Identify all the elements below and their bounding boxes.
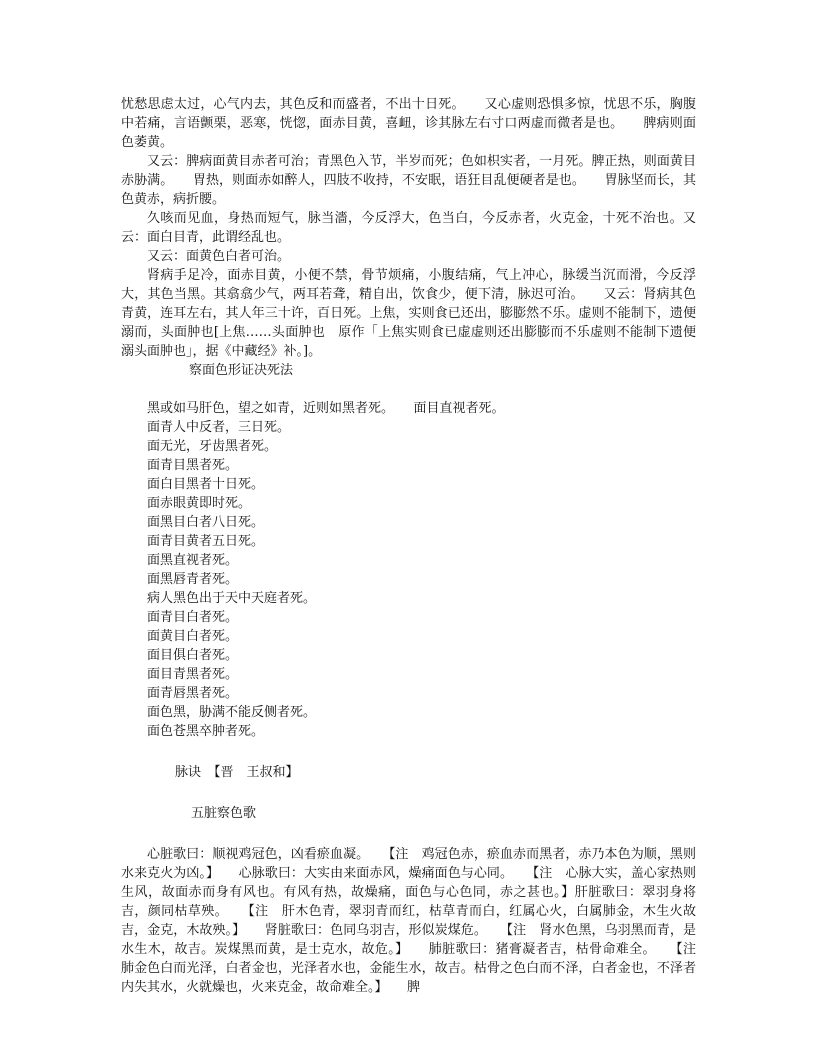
list-item: 面赤眼黄即时死。 <box>147 496 252 511</box>
list-item: 面目青黑者死。 <box>147 667 239 682</box>
list-item: 面青目黄者五日死。 <box>147 534 265 549</box>
paragraph-1: 忧愁思虑太过，心气内去，其色反和而盛者，不出十日死。 又心虚则恐惧多惊，忧思不乐，胸腹中若痛，言语颤栗，恶寒，恍惚，面赤目黄，喜衄，诊其脉左右寸口两虚而微者是也。 脾病则面色萎黄。 <box>121 97 696 150</box>
paragraph-4: 又云：面黄色白者可治。 <box>147 249 291 264</box>
song-text <box>121 845 710 997</box>
list-item: 面黑唇青者死。 <box>147 572 239 587</box>
document-page <box>121 95 710 997</box>
list-item: 面色黑，胁满不能反侧者死。 <box>147 705 317 720</box>
list-item: 面黑直视者死。 <box>147 553 239 568</box>
section-title-five-organs-song: 五脏察色歌 <box>191 806 257 821</box>
list-item: 面无光，牙齿黑者死。 <box>147 439 278 454</box>
list-item: 面目俱白者死。 <box>147 648 239 663</box>
list-item: 面黑目白者八日死。 <box>147 515 265 530</box>
list-item: 面黄目白者死。 <box>147 629 239 644</box>
paragraph-3: 久咳而见血，身热而短气，脉当濇，今反浮大，色当白，今反赤者，火克金，十死不治也。又云：面白目青，此谓经乱也。 <box>121 211 696 245</box>
intro-text <box>121 95 696 361</box>
paragraph-5: 肾病手足冷，面赤目黄，小便不禁，骨节烦痛，小腹结痛，气上冲心，脉缓当沉而滑，今反浮大，其色当黑。其翕翕少气，两耳若聋，精自出，饮食少，便下清，脉迟可治。 又云：肾病其色青黄，连耳左右，其人年三十许，百日死。上焦，实则食已还出，膨膨然不乐。虚则不能制下，遗便溺而，头面肿也[上焦……头面肿也 原作「上焦实则食已虚虚则还出膨膨而不乐虚则不能制下遗便溺头面肿也」，据《中藏经》补。]。 <box>121 268 696 359</box>
paragraph-2: 又云：脾病面黄目赤者可治；青黑色入节，半岁而死；色如枳实者，一月死。脾正热，则面黄目赤胁满。 胃热，则面赤如醉人，四肢不收持，不安眠，语狂目乱便硬者是也。 胃脉坚而长，其色黄赤，病折腰。 <box>121 154 696 207</box>
list-item: 黑或如马肝色，望之如青，近则如黑者死。 面目直视者死。 <box>147 401 505 416</box>
list-item: 面青唇黑者死。 <box>147 686 239 701</box>
list-item: 面色苍黑卒肿者死。 <box>147 724 265 739</box>
paragraph-song: 心脏歌曰：顺视鸡冠色，凶看瘀血凝。 【注 鸡冠色赤，瘀血赤而黑者，赤乃本色为顺，黑则水来克火为凶。】 心脉歌曰：大实由来面赤风，燥痛面色与心同。 【注 心脉大实，盖心家热则生风，故面赤而身有风也。有风有热，故燥痛，面色与心色同，赤之甚也。】肝脏歌曰：翠羽身将吉，颜同枯草殃。 【注 肝木色青，翠羽青而红，枯草青而白，红属心火，白属肺金，木生火故吉，金克，木故殃。】 肾脏歌曰：色同乌羽吉，形似炭煤危。 【注 肾水色黑，乌羽黑而青，是水生木，故吉。炭煤黑而黄，是士克水，故危。】 肺脏歌曰：猪膏凝者吉，枯骨命难全。 【注 肺金色白而光泽，白者金也，光泽者水也，金能生水，故吉。枯骨之色白而不泽，白者金也，不泽者内失其水，火就燥也，火来克金，故命难全。】 脾 <box>121 847 710 995</box>
list-item: 面白目黑者十日死。 <box>147 477 265 492</box>
list-item: 面青人中反者，三日死。 <box>147 420 291 435</box>
section-title-pulse-verses: 脉诀 【晋 王叔和】 <box>175 765 299 780</box>
list-item: 面青目黑者死。 <box>147 458 239 473</box>
death-signs-list <box>121 399 696 741</box>
list-item: 面青目白者死。 <box>147 610 239 625</box>
list-item: 病人黑色出于天中天庭者死。 <box>147 591 317 606</box>
section-title-death-signs: 察面色形证决死法 <box>189 363 294 378</box>
